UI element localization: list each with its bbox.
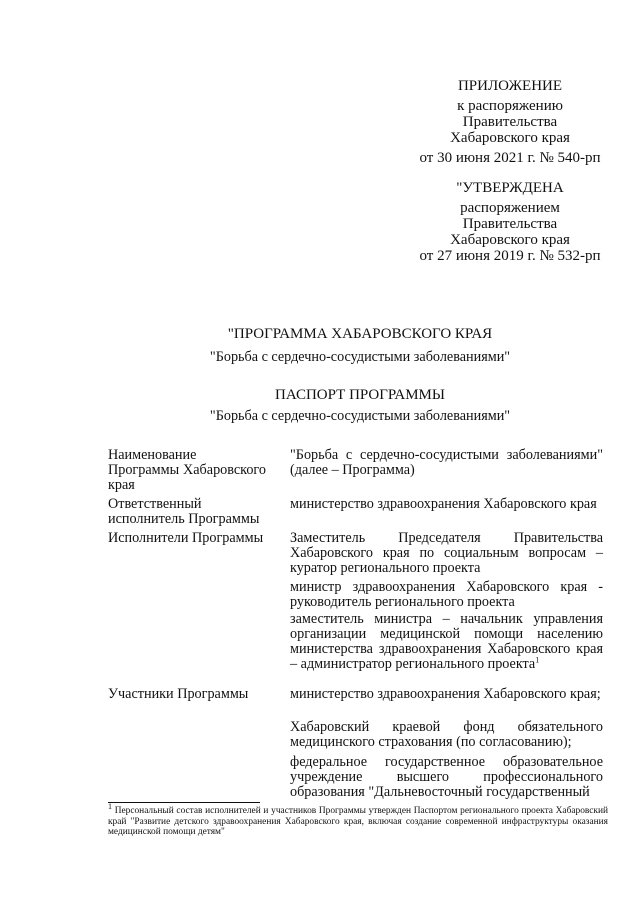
approved-line: Правительства xyxy=(462,216,558,232)
appendix-line: Правительства xyxy=(462,114,558,130)
approved-line: распоряжением xyxy=(460,200,560,216)
executor-text: заместитель министра – начальник управления организации медицинской помощи населению министерства здравоохранения Хабаровского края – администратор регионального проекта xyxy=(290,611,603,672)
row-label-participants: Участники Программы xyxy=(108,686,249,702)
row-value-executor xyxy=(290,612,603,672)
row-label-name: Наименование Программы Хабаровского края xyxy=(108,447,266,493)
appendix-line: Хабаровского края xyxy=(450,130,570,146)
footnote-divider xyxy=(108,802,260,803)
row-label-responsible: Ответственный исполнитель Программы xyxy=(108,496,260,527)
row-value-participant: Хабаровский краевой фонд обязательного медицинского страхования (по согласованию); xyxy=(290,719,603,750)
approved-block xyxy=(400,180,620,264)
passport-subtitle: "Борьба с сердечно-сосудистыми заболеваниями" xyxy=(209,408,511,424)
row-label-executors: Исполнители Программы xyxy=(108,530,264,546)
footnote xyxy=(108,801,608,838)
row-value-participant: министерство здравоохранения Хабаровского края; xyxy=(290,686,601,702)
approved-line: Хабаровского края xyxy=(450,232,570,248)
row-value-executor: министр здравоохранения Хабаровского края - руководитель регионального проекта xyxy=(290,579,603,610)
footnote-ref: 1 xyxy=(535,655,540,665)
row-value-executor: Заместитель Председателя Правительства Хабаровского края по социальным вопросам – куратор регионального проекта xyxy=(290,530,603,576)
approved-date: от 27 июня 2019 г. № 532-рп xyxy=(419,248,601,264)
program-subtitle: "Борьба с сердечно-сосудистыми заболеваниями" xyxy=(209,349,511,365)
row-value-responsible: министерство здравоохранения Хабаровского края xyxy=(290,496,597,512)
appendix-block xyxy=(400,78,620,166)
approved-title: "УТВЕРЖДЕНА xyxy=(456,180,564,196)
appendix-line: к распоряжению xyxy=(457,98,563,114)
passport-title: ПАСПОРТ ПРОГРАММЫ xyxy=(275,387,445,403)
appendix-date: от 30 июня 2021 г. № 540-рп xyxy=(419,150,601,166)
appendix-title: ПРИЛОЖЕНИЕ xyxy=(457,78,563,94)
row-value-participant: федеральное государственное образовательное учреждение высшего профессионального образования "Дальневосточный государственный xyxy=(290,754,603,800)
footnote-text: Персональный состав исполнителей и участников Программы утвержден Паспортом регионального проекта Хабаровский край "Развитие детского здравоохранения Хабаровского края, включая создание современной инфраструктуры оказания медицинской помощи детям" xyxy=(108,806,608,837)
row-value-name: "Борьба с сердечно-сосудистыми заболеваниями" (далее – Программа) xyxy=(290,447,603,478)
footnote-mark: 1 xyxy=(108,801,112,811)
program-title: "ПРОГРАММА ХАБАРОВСКОГО КРАЯ xyxy=(227,326,493,342)
